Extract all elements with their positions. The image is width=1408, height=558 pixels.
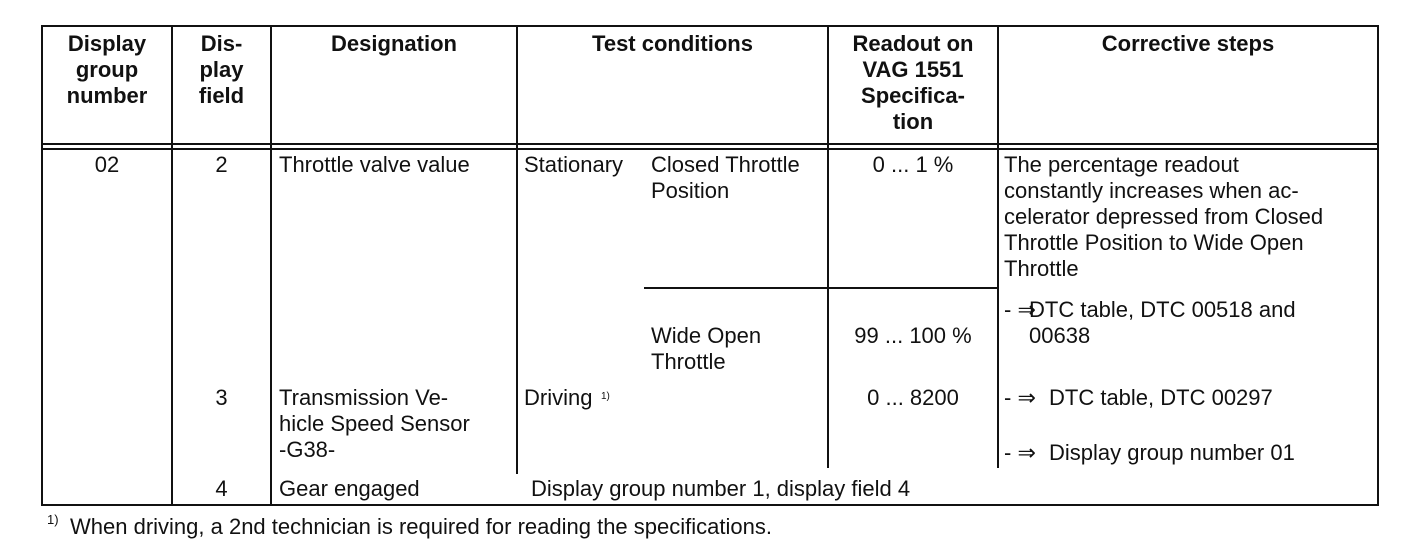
cell-corrective-3a-prefix: - ⇒ [1004,385,1036,410]
cell-corrective-3b-prefix: - ⇒ [1004,440,1036,465]
header-corrective-steps: Corrective steps [1101,31,1275,56]
cell-corrective-2b: DTC table, DTC 00518 and 00638 [1029,297,1296,348]
subrow-divider [644,287,999,289]
cell-spec-wide-open: 99 ... 100 % [854,323,972,348]
cell-corrective-3a: DTC table, DTC 00297 [1049,385,1273,410]
cell-condition-driving-footnote-marker: 1) [601,391,610,402]
cell-spec-closed: 0 ... 1 % [872,152,954,177]
col-line-5 [997,25,999,468]
cell-subcondition-wide-open: Wide Open Throttle [651,323,762,374]
cell-field-2: 2 [215,152,228,177]
cell-spec-speed: 0 ... 8200 [867,385,959,410]
cell-condition-stationary: Stationary [524,152,624,177]
cell-designation-4: Gear engaged [279,476,420,501]
cell-field-3: 3 [215,385,228,410]
table-right-border [1377,25,1379,506]
cell-subcondition-closed: Closed Throttle Position [651,152,800,203]
cell-corrective-2a: The percentage readout constantly increases when ac- celerator depressed from Closed Throttle Position to Wide Open Throttle [1004,152,1324,281]
cell-corrective-3b: Display group number 01 [1049,440,1295,465]
table-bottom-border [41,504,1379,506]
cell-condition-4: Display group number 1, display field 4 [531,476,911,501]
cell-designation-2: Throttle valve value [279,152,470,177]
cell-group-number: 02 [94,152,120,177]
header-test-conditions: Test conditions [592,31,753,56]
footnote-marker: 1) [47,512,59,527]
cell-condition-driving: Driving [524,385,593,410]
header-separator-2 [41,148,1379,150]
cell-corrective-2b-prefix: - ⇒ [1004,297,1036,322]
table-top-border [41,25,1379,27]
cell-designation-3: Transmission Ve- hicle Speed Sensor -G38- [279,385,470,462]
header-readout: Readout on VAG 1551 Specifica- tion [852,31,974,134]
col-line-2 [270,25,272,506]
header-display-field: Dis- play field [198,31,245,108]
header-group-number: Display group number [66,31,148,108]
footnote-text: When driving, a 2nd technician is required for reading the specifications. [70,514,772,539]
header-designation: Designation [331,31,457,56]
col-line-3 [516,25,518,474]
header-separator-1 [41,143,1379,145]
cell-field-4: 4 [215,476,228,501]
